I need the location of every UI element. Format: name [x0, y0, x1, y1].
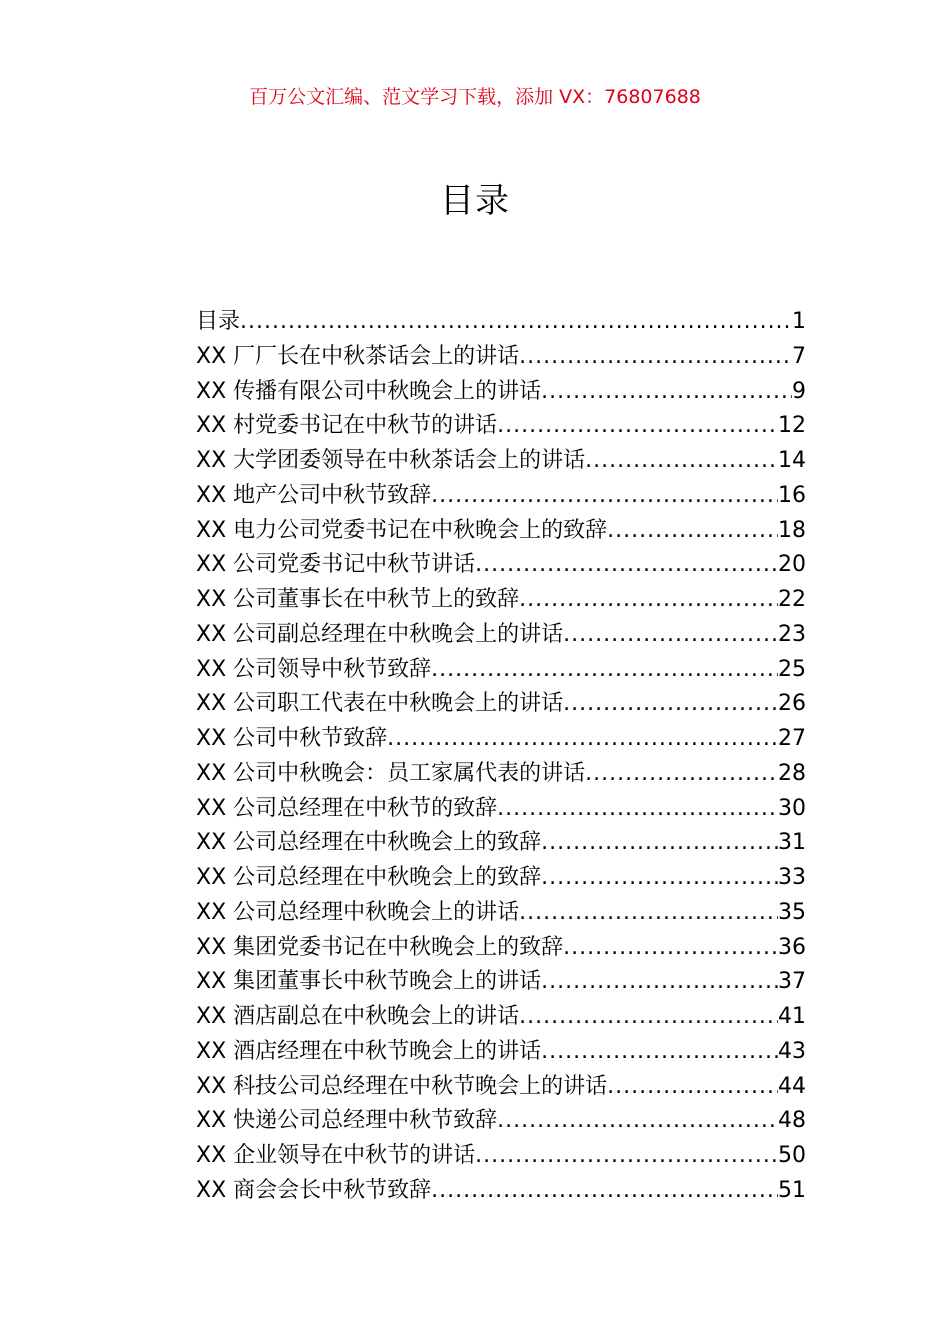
toc-dot-leader	[431, 479, 778, 513]
toc-entry[interactable]	[196, 1139, 806, 1174]
toc-dot-leader	[541, 826, 778, 860]
toc-dot-leader	[387, 722, 778, 756]
toc-dot-leader	[607, 1070, 778, 1104]
toc-dot-leader	[563, 687, 778, 721]
toc-entry-page-number: 37	[778, 969, 806, 995]
toc-entry-page-number: 25	[778, 656, 806, 682]
toc-entry[interactable]	[196, 618, 806, 653]
toc-entry-label: XX 大学团委领导在中秋茶话会上的讲话	[196, 448, 586, 473]
toc-dot-leader	[240, 305, 792, 339]
toc-entry-label: XX 地产公司中秋节致辞	[196, 482, 432, 508]
toc-entry-page-number: 20	[778, 552, 806, 578]
toc-dot-leader	[607, 514, 778, 548]
toc-entry-page-number: 36	[778, 934, 806, 960]
toc-entry-page-number: 1	[792, 309, 806, 334]
page-title: 目录	[440, 181, 510, 221]
toc-entry[interactable]	[196, 1035, 806, 1070]
toc-dot-leader	[541, 965, 778, 999]
toc-entry-page-number: 31	[778, 830, 806, 856]
toc-dot-leader	[497, 1104, 778, 1138]
toc-entry[interactable]	[196, 965, 806, 1000]
toc-entry-page-number: 30	[778, 795, 806, 821]
watermark-banner: 百万公文汇编、范文学习下载，添加 VX：76807688	[249, 86, 701, 108]
toc-entry[interactable]	[196, 305, 806, 340]
toc-entry[interactable]	[196, 653, 806, 688]
toc-entry-page-number: 27	[778, 726, 806, 751]
toc-dot-leader	[431, 653, 778, 687]
toc-entry[interactable]	[196, 896, 806, 931]
toc-entry-page-number: 48	[778, 1108, 806, 1134]
toc-dot-leader	[585, 757, 778, 791]
toc-entry-label: XX 商会会长中秋节致辞	[196, 1177, 432, 1203]
toc-dot-leader	[541, 861, 778, 895]
toc-entry-page-number: 43	[778, 1038, 806, 1064]
toc-dot-leader	[541, 1035, 778, 1069]
toc-dot-leader	[519, 583, 778, 617]
toc-entry[interactable]	[196, 583, 806, 618]
toc-dot-leader	[475, 1139, 778, 1173]
toc-entry[interactable]	[196, 409, 806, 444]
toc-entry-label: XX 公司副总经理在中秋晚会上的讲话	[196, 621, 564, 647]
toc-entry[interactable]	[196, 1000, 806, 1035]
toc-entry-label: XX 公司中秋节致辞	[196, 726, 388, 751]
toc-entry-label: XX 村党委书记在中秋节的讲话	[196, 413, 498, 439]
toc-entry-page-number: 41	[778, 1004, 806, 1029]
toc-entry-label: XX 科技公司总经理在中秋节晚会上的讲话	[196, 1073, 608, 1099]
toc-entry-label: XX 公司总经理中秋晚会上的讲话	[196, 899, 520, 925]
toc-entry-page-number: 44	[778, 1073, 806, 1099]
toc-entry[interactable]	[196, 1174, 806, 1209]
toc-entry-label: XX 电力公司党委书记在中秋晚会上的致辞	[196, 517, 608, 543]
toc-dot-leader	[519, 896, 778, 930]
toc-dot-leader	[497, 792, 778, 826]
toc-entry[interactable]	[196, 514, 806, 549]
toc-entry-page-number: 12	[778, 413, 806, 439]
toc-entry-label: XX 企业领导在中秋节的讲话	[196, 1143, 476, 1168]
toc-entry-label: XX 酒店副总在中秋晚会上的讲话	[196, 1004, 520, 1029]
toc-entry[interactable]	[196, 687, 806, 722]
toc-dot-leader	[431, 1174, 778, 1208]
toc-entry-label: XX 公司领导中秋节致辞	[196, 656, 432, 682]
toc-dot-leader	[585, 444, 778, 478]
toc-entry[interactable]	[196, 479, 806, 514]
toc-entry[interactable]	[196, 1070, 806, 1105]
toc-entry-page-number: 23	[778, 621, 806, 647]
toc-entry[interactable]	[196, 722, 806, 757]
toc-entry-label: XX 公司总经理在中秋晚会上的致辞	[196, 865, 542, 890]
toc-entry-page-number: 33	[778, 865, 806, 890]
toc-entry-label: XX 厂厂长在中秋茶话会上的讲话	[196, 343, 520, 369]
toc-dot-leader	[519, 1000, 778, 1034]
toc-dot-leader	[519, 340, 792, 374]
toc-entry-label: XX 公司职工代表在中秋晚会上的讲话	[196, 691, 564, 717]
toc-entry[interactable]	[196, 375, 806, 410]
toc-entry-page-number: 50	[778, 1143, 806, 1168]
toc-entry-page-number: 28	[778, 760, 806, 786]
toc-entry-page-number: 22	[778, 587, 806, 612]
toc-entry[interactable]	[196, 792, 806, 827]
toc-entry-page-number: 35	[778, 899, 806, 925]
toc-entry-label: XX 酒店经理在中秋节晚会上的讲话	[196, 1038, 542, 1064]
toc-entry[interactable]	[196, 757, 806, 792]
toc-entry-page-number: 26	[778, 691, 806, 717]
toc-entry[interactable]	[196, 1104, 806, 1139]
toc-entry-label: XX 公司总经理在中秋节的致辞	[196, 795, 498, 821]
toc-entry-page-number: 16	[778, 482, 806, 508]
toc-entry-label: XX 快递公司总经理中秋节致辞	[196, 1108, 498, 1134]
toc-entry-label: 目录	[196, 309, 241, 334]
toc-entry-page-number: 18	[778, 517, 806, 543]
toc-entry[interactable]	[196, 444, 806, 479]
toc-entry-label: XX 集团党委书记在中秋晚会上的致辞	[196, 934, 564, 960]
toc-dot-leader	[497, 409, 778, 443]
toc-dot-leader	[475, 548, 778, 582]
toc-entry-label: XX 公司党委书记中秋节讲话	[196, 552, 476, 578]
toc-entry-label: XX 集团董事长中秋节晚会上的讲话	[196, 969, 542, 995]
toc-dot-leader	[563, 931, 778, 965]
toc-entry-page-number: 7	[792, 343, 806, 369]
toc-entry[interactable]	[196, 931, 806, 966]
toc-entry-page-number: 14	[778, 448, 806, 473]
toc-entry[interactable]	[196, 548, 806, 583]
toc-entry-label: XX 公司董事长在中秋节上的致辞	[196, 587, 520, 612]
toc-entry-label: XX 公司总经理在中秋晚会上的致辞	[196, 830, 542, 856]
toc-entry-page-number: 51	[778, 1177, 806, 1203]
toc-dot-leader	[563, 618, 778, 652]
toc-dot-leader	[541, 375, 792, 409]
toc-entry-page-number: 9	[792, 378, 806, 404]
table-of-contents	[196, 305, 806, 1209]
toc-entry-label: XX 传播有限公司中秋晚会上的讲话	[196, 378, 542, 404]
toc-entry[interactable]	[196, 340, 806, 375]
toc-entry[interactable]	[196, 826, 806, 861]
toc-entry[interactable]	[196, 861, 806, 896]
toc-entry-label: XX 公司中秋晚会：员工家属代表的讲话	[196, 760, 586, 786]
